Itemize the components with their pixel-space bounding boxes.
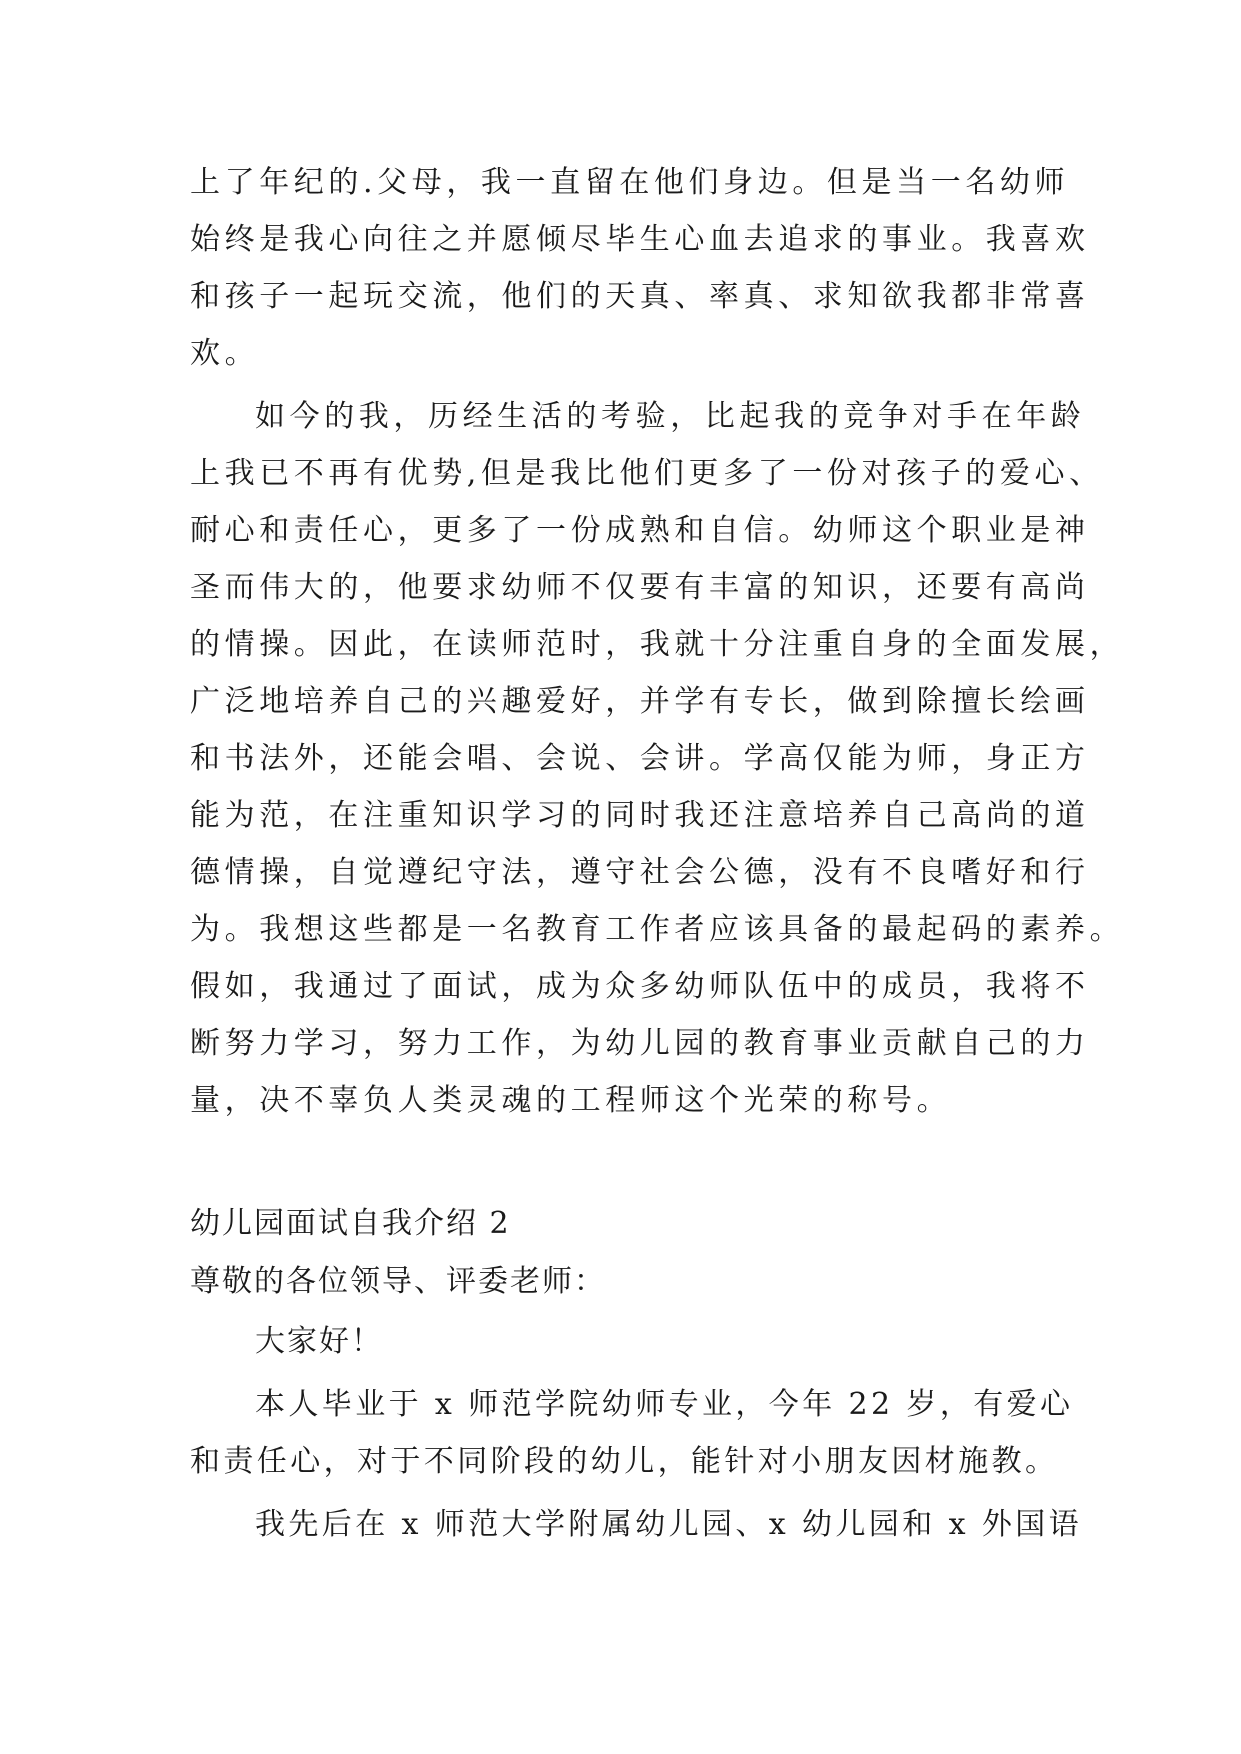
paragraph-line: 欢。 [190,336,260,371]
paragraph-line: 和责任心，对于不同阶段的幼儿，能针对小朋友因材施教。 [190,1444,1059,1479]
section-title: 幼儿园面试自我介绍 2 [190,1206,511,1241]
paragraph-line: 本人毕业于 x 师范学院幼师专业，今年 22 岁，有爱心 [255,1387,1074,1422]
paragraph-line: 为。我想这些都是一名教育工作者应该具备的最起码的素养。 [190,912,1125,947]
paragraph-line: 广泛地培养自己的兴趣爱好，并学有专长，做到除擅长绘画 [190,684,1090,719]
paragraph-line: 德情操，自觉遵纪守法，遵守社会公德，没有不良嗜好和行 [190,855,1090,890]
paragraph-line: 上我已不再有优势,但是我比他们更多了一份对孩子的爱心、 [190,456,1104,491]
paragraph-line: 和孩子一起玩交流，他们的天真、率真、求知欲我都非常喜 [190,279,1090,314]
salutation: 尊敬的各位领导、评委老师： [190,1264,606,1299]
paragraph-line: 断努力学习，努力工作，为幼儿园的教育事业贡献自己的力 [190,1026,1090,1061]
paragraph-line: 我先后在 x 师范大学附属幼儿园、x 幼儿园和 x 外国语 [255,1507,1083,1542]
paragraph-line: 圣而伟大的，他要求幼师不仅要有丰富的知识，还要有高尚 [190,570,1090,605]
paragraph-line: 耐心和责任心，更多了一份成熟和自信。幼师这个职业是神 [190,513,1090,548]
paragraph-line: 能为范，在注重知识学习的同时我还注意培养自己高尚的道 [190,798,1090,833]
paragraph-line: 如今的我，历经生活的考验，比起我的竞争对手在年龄 [255,399,1086,434]
paragraph-line: 假如，我通过了面试，成为众多幼师队伍中的成员，我将不 [190,969,1090,1004]
paragraph-line: 量，决不辜负人类灵魂的工程师这个光荣的称号。 [190,1083,952,1118]
paragraph-line: 和书法外，还能会唱、会说、会讲。学高仅能为师，身正方 [190,741,1090,776]
paragraph-line: 始终是我心向往之并愿倾尽毕生心血去追求的事业。我喜欢 [190,222,1090,257]
greeting: 大家好！ [255,1324,383,1359]
paragraph-line: 上了年纪的.父母，我一直留在他们身边。但是当一名幼师 [190,165,1070,200]
paragraph-line: 的情操。因此，在读师范时，我就十分注重自身的全面发展， [190,627,1125,662]
